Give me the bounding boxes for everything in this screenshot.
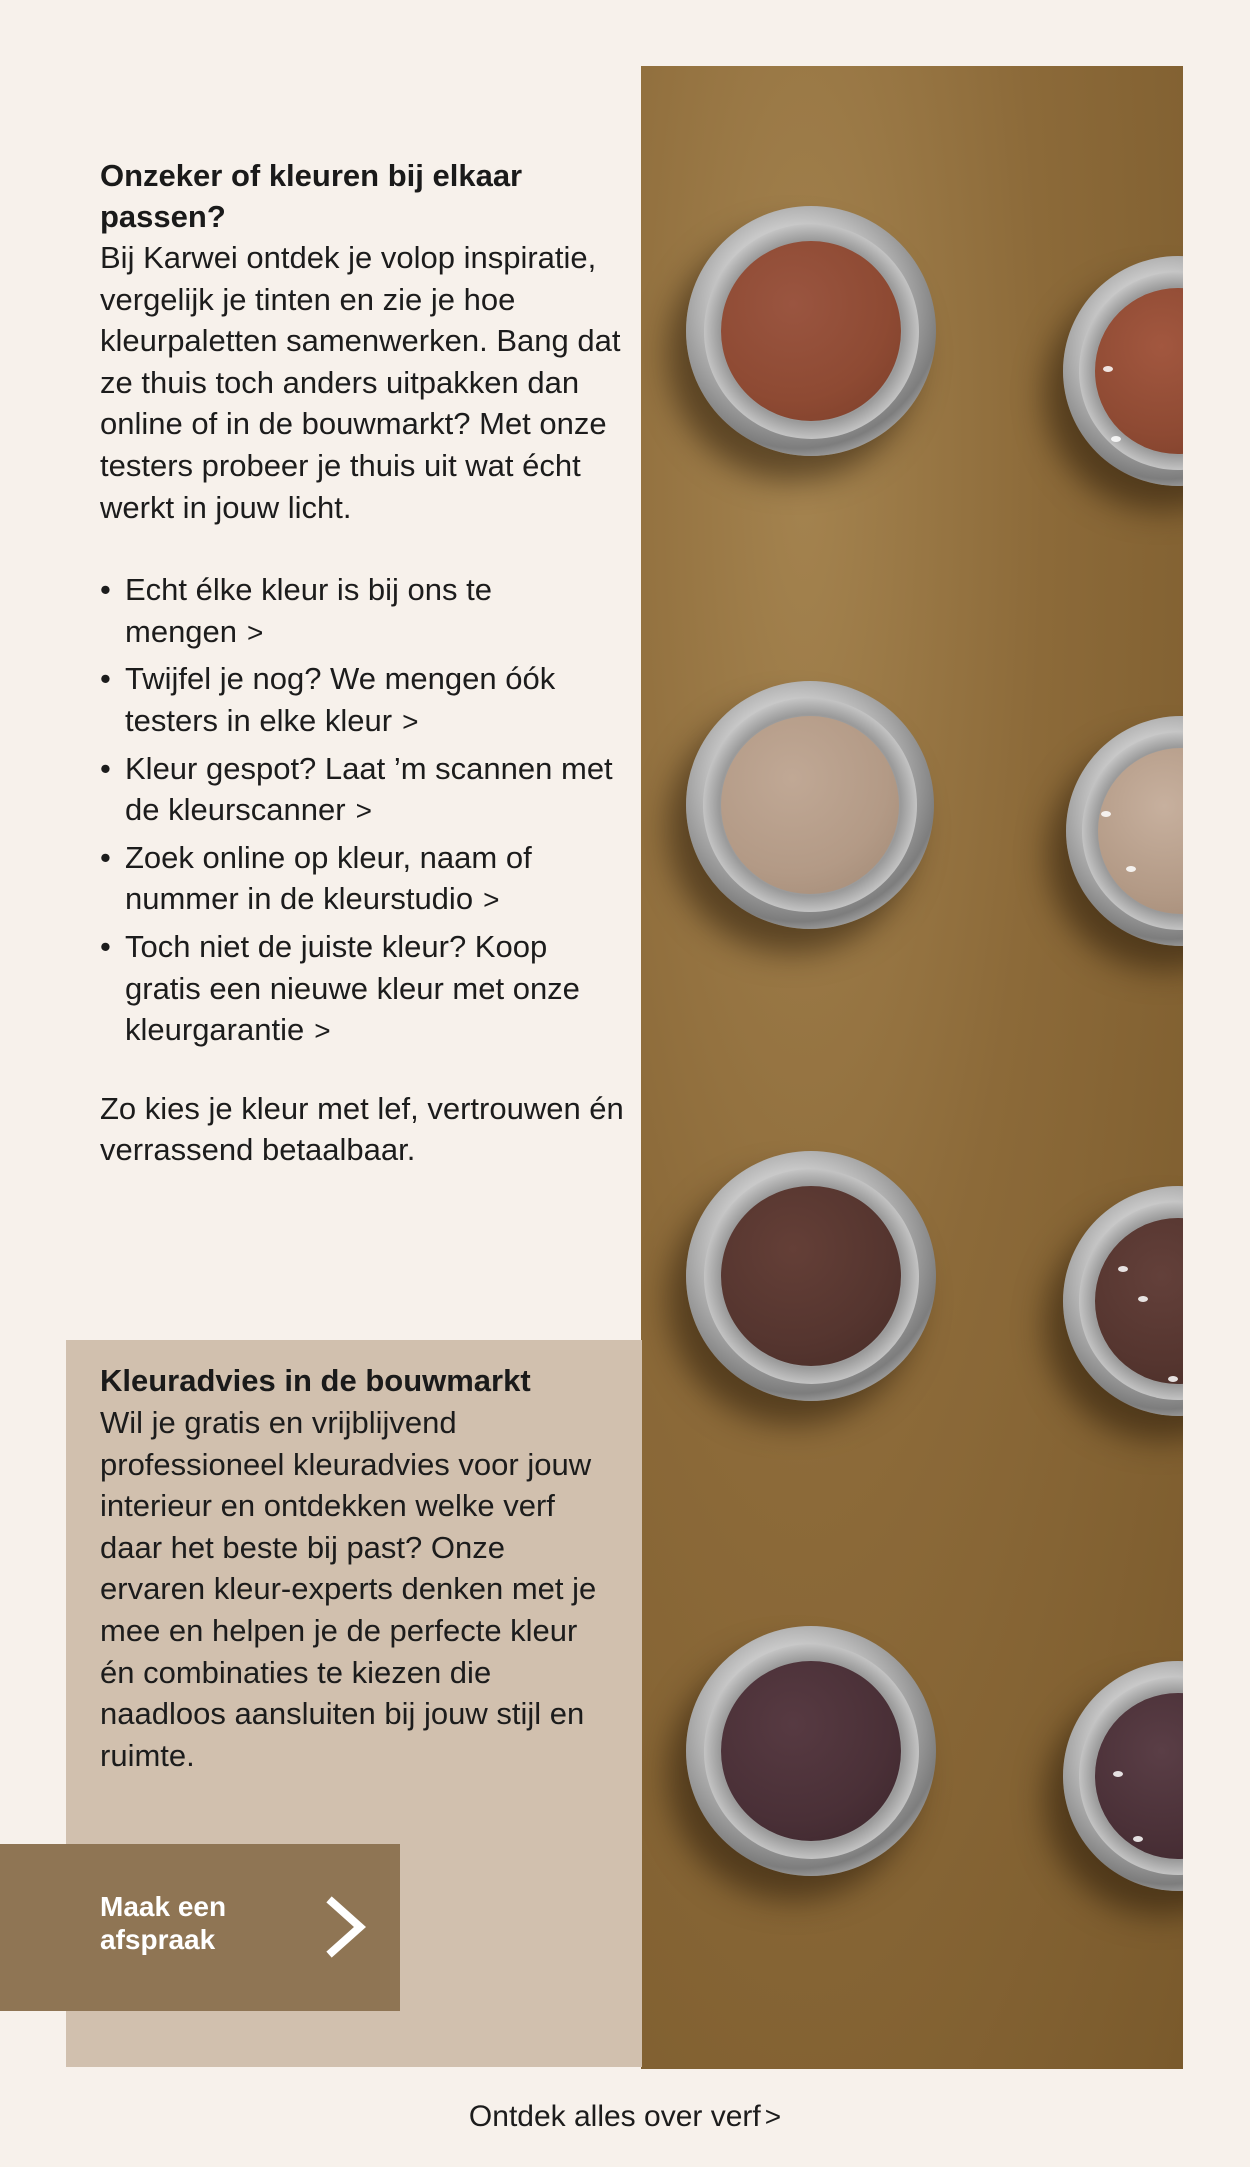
feature-list — [100, 569, 630, 1052]
chevron-right-icon: > — [314, 1015, 331, 1047]
feature-item-label: Zoek online op kleur, naam of nummer in de kleurstudio — [125, 839, 532, 917]
feature-item-label: Toch niet de juiste kleur? Koop gratis een nieuwe kleur met onze kleurgarantie — [125, 928, 580, 1048]
feature-item-label: Echt élke kleur is bij ons te mengen — [125, 572, 493, 649]
advice-body: Wil je gratis en vrijblijvend professioneel kleuradvies voor jouw interieur en ontdekken welke verf daar het beste bij past? Onze ervaren kleur-experts denken met je mee en helpen je de perfecte kleur én combinaties te kiezen die naadloos aansluiten bij jouw stijl en ruimte. — [100, 1405, 597, 1773]
chevron-right-icon — [322, 1896, 372, 1958]
feature-item-scanner[interactable] — [100, 748, 630, 832]
advice-content — [100, 1360, 610, 1776]
feature-item-mix[interactable] — [100, 569, 630, 653]
intro-title: Onzeker of kleuren bij elkaar passen? — [100, 158, 523, 234]
discover-paint-label: Ontdek alles over verf — [468, 2100, 761, 2133]
bullet-dot: • — [100, 839, 111, 875]
feature-item-label: Twijfel je nog? We mengen óók testers in elke kleur — [125, 661, 556, 738]
chevron-right-icon: > — [402, 705, 419, 737]
paint-can — [686, 1626, 936, 1876]
chevron-right-icon: > — [764, 2101, 782, 2132]
discover-paint-link[interactable] — [0, 2100, 1250, 2134]
make-appointment-label: Maak een afspraak — [100, 1891, 227, 1955]
paint-can — [1063, 1661, 1183, 1891]
paint-can — [1063, 1186, 1183, 1416]
paint-can — [1063, 256, 1183, 486]
bullet-dot: • — [100, 750, 111, 786]
paint-cans-image — [641, 66, 1183, 2069]
bullet-dot: • — [100, 572, 111, 608]
feature-item-kleurgarantie[interactable] — [100, 926, 630, 1052]
feature-item-testers[interactable] — [100, 658, 630, 742]
bullet-dot: • — [100, 928, 111, 964]
intro-section — [100, 155, 630, 1171]
paint-can — [686, 681, 934, 929]
bullet-dot: • — [100, 661, 111, 697]
paint-can — [686, 1151, 936, 1401]
advice-title: Kleuradvies in de bouwmarkt — [100, 1363, 531, 1398]
paint-can — [686, 206, 936, 456]
intro-body: Bij Karwei ontdek je volop inspiratie, vergelijk je tinten en zie je hoe kleurpaletten samenwerken. Bang dat ze thuis toch anders uitpakken dan online of in de bouwmarkt? Met onze testers probeer je thuis uit wat écht werkt in jouw licht. — [100, 240, 621, 525]
closing-text: Zo kies je kleur met lef, vertrouwen én verrassend betaalbaar. — [100, 1090, 624, 1168]
chevron-right-icon: > — [355, 795, 372, 827]
chevron-right-icon: > — [483, 884, 500, 916]
feature-item-kleurstudio[interactable] — [100, 837, 630, 921]
chevron-right-icon: > — [247, 616, 264, 648]
make-appointment-button[interactable] — [0, 1844, 400, 2011]
feature-item-label: Kleur gespot? Laat ’m scannen met de kleurscanner — [125, 750, 613, 828]
paint-can — [1066, 716, 1183, 946]
